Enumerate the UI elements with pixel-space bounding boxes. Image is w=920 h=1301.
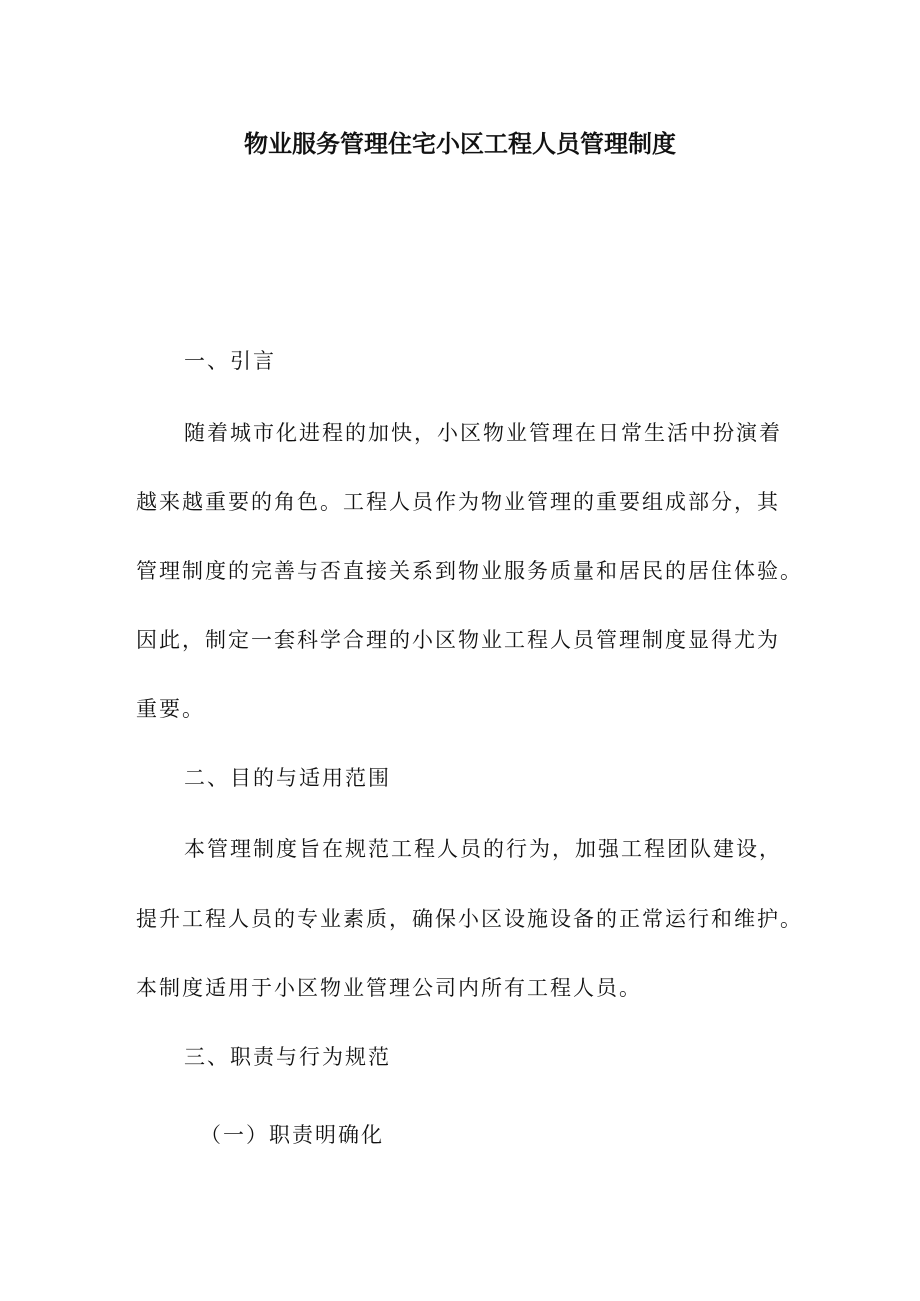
paragraph-line: 本制度适用于小区物业管理公司内所有工程人员。	[136, 976, 642, 1000]
paragraph-line: 管理制度的完善与否直接关系到物业服务质量和居民的居住体验。	[136, 559, 803, 583]
section-heading-introduction: 一、引言	[184, 349, 276, 373]
subsection-heading-duty-clarification: （一）职责明确化	[200, 1123, 384, 1147]
paragraph-line: 重要。	[136, 697, 205, 721]
document-title: 物业服务管理住宅小区工程人员管理制度	[244, 130, 676, 158]
section-heading-duties: 三、职责与行为规范	[184, 1045, 391, 1069]
paragraph-line: 越来越重要的角色。工程人员作为物业管理的重要组成部分，其	[136, 490, 780, 514]
section-heading-purpose-scope: 二、目的与适用范围	[184, 766, 391, 790]
paragraph-line: 因此，制定一套科学合理的小区物业工程人员管理制度显得尤为	[136, 628, 780, 652]
paragraph-line: 本管理制度旨在规范工程人员的行为，加强工程团队建设，	[184, 837, 782, 861]
paragraph-line: 随着城市化进程的加快，小区物业管理在日常生活中扮演着	[184, 421, 782, 445]
paragraph-line: 提升工程人员的专业素质，确保小区设施设备的正常运行和维护。	[136, 907, 803, 931]
